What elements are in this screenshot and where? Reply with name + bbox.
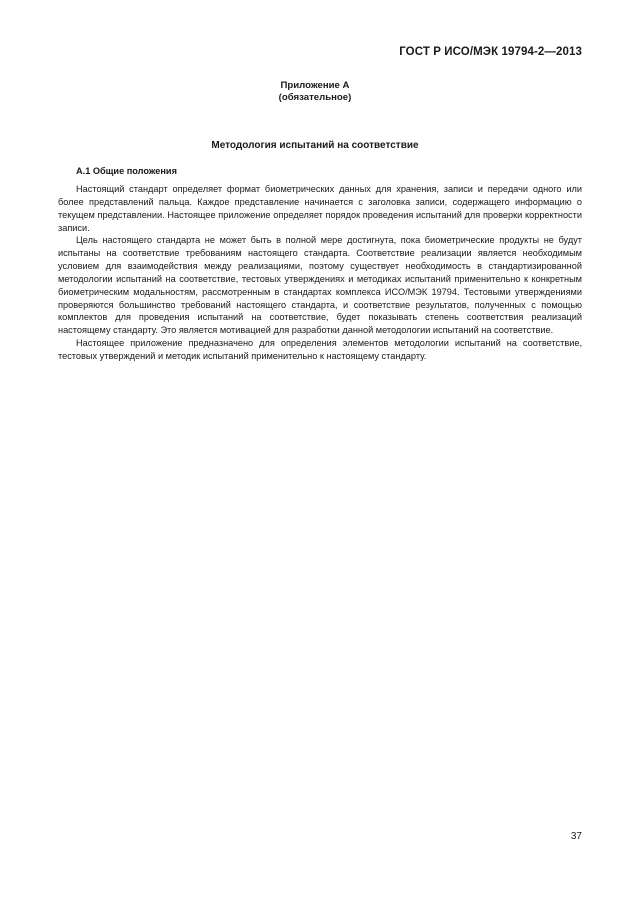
page-number: 37: [570, 831, 582, 842]
body-text: [58, 183, 582, 363]
section-title: Методология испытаний на соответствие: [211, 140, 419, 151]
paragraph: Цель настоящего стандарта не может быть в полной мере достигнута, пока биометрические продукты не будут испытаны на соответствие требованиям настоящего стандарта. Соответствие реализации является необходимым условием для взаимодействия между реализациями, поэтому существует необходимость в стандартизированной методологии испытаний на соответствие, тестовых утверждениях и методиках испытаний применительно к конкретным биометрическим модальностям, рассмотренным в стандартах комплекса ИСО/МЭК 19794. Тестовыми утверждениями проверяются большинство требований настоящего стандарта, и соответствие результатов, полученных с помощью комплектов для проведения испытаний на соответствие, будет показывать степень соответствия реализаций настоящему стандарту. Это является мотивацией для разработки данной методологии испытаний на соответствие.: [58, 235, 582, 336]
subsection-title: А.1 Общие положения: [76, 166, 177, 176]
appendix-title: Приложение А: [280, 80, 350, 91]
appendix-heading: [0, 80, 630, 104]
paragraph: Настоящее приложение предназначено для определения элементов методологии испытаний на соответствие, тестовых утверждений и методик испытаний применительно к настоящему стандарту.: [58, 338, 582, 361]
document-header: ГОСТ Р ИСО/МЭК 19794-2—2013: [399, 46, 582, 58]
paragraph: Настоящий стандарт определяет формат биометрических данных для хранения, записи и передачи одного или более представлений пальца. Каждое представление начинается с заголовка записи, содержащего информацию о текущем представлении. Настоящее приложение определяет порядок проведения испытаний для проверки корректности записи.: [58, 184, 582, 233]
appendix-status: (обязательное): [278, 92, 352, 103]
